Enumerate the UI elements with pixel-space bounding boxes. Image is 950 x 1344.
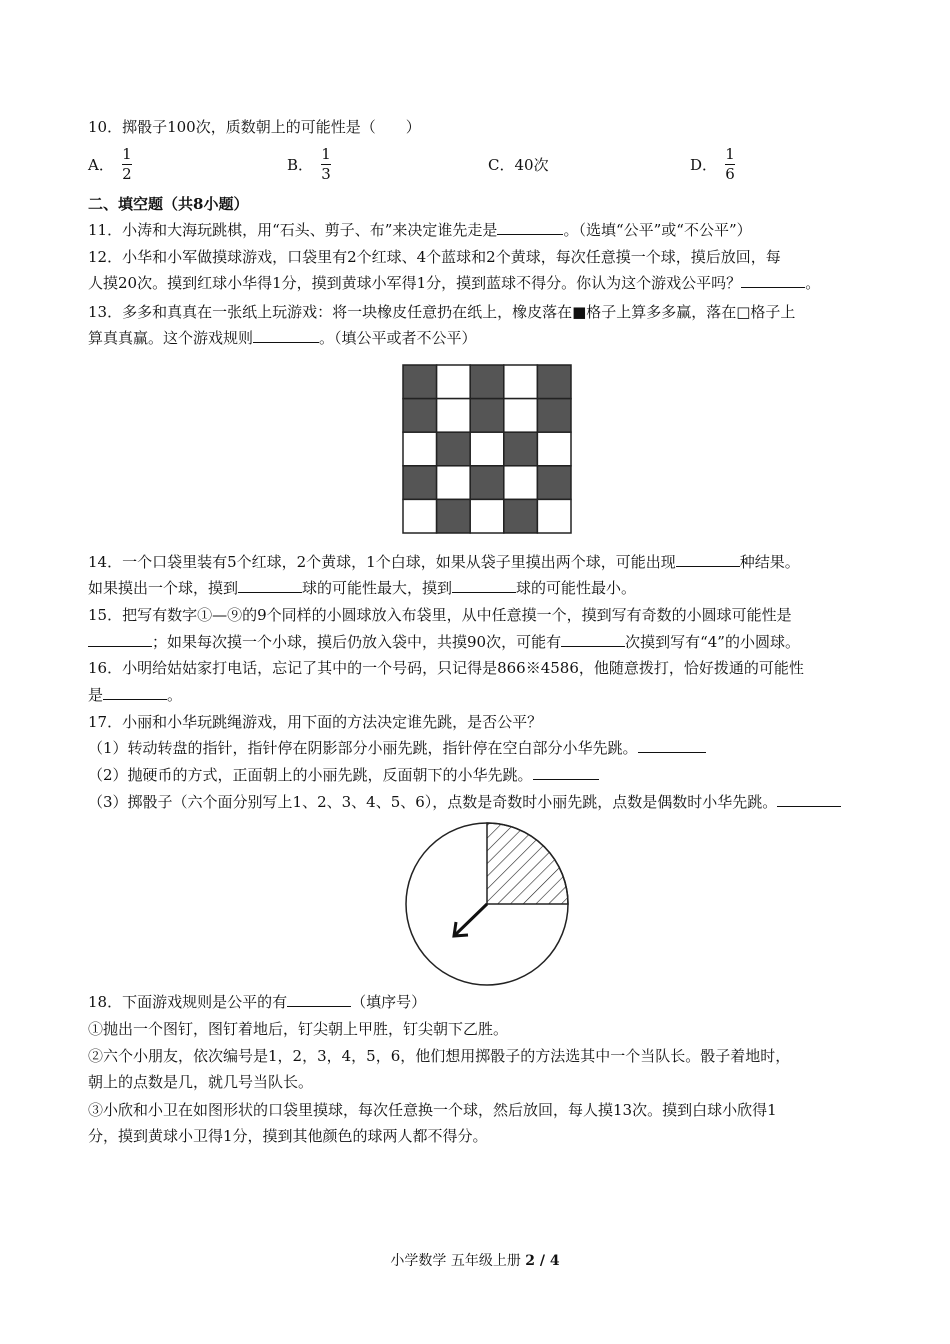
option-label: B． [287,155,314,174]
q14-line1: 14．一个口袋里装有5个红球，2个黄球，1个白球，如果从袋子里摸出两个球，可能出现 种结果。 [88,553,800,571]
q13-line1: 13．多多和真真在一张纸上玩游戏：将一块橡皮任意扔在纸上，橡皮落在■格子上算多多赢，落在□格子上 [88,303,796,321]
grid-cell-dark [537,466,571,500]
answer-blank[interactable] [103,684,167,700]
grid-cell-dark [403,399,437,433]
grid-cell-dark [403,365,437,399]
grid-cell-light [504,365,538,399]
grid-cell-dark [537,365,571,399]
q18-item2-line2: 朝上的点数是几，就几号当队长。 [88,1073,314,1091]
q18-item3-line1: ③小欣和小卫在如图形状的口袋里摸球，每次任意换一个球，然后放回，每人摸13次。摸到白球小欣得1 [88,1101,777,1119]
q15-line2: ；如果每次摸一个小球，摸后仍放入袋中，共摸90次，可能有 次摸到写有“4”的小圆球。 [88,631,878,653]
grid-cell-light [437,365,471,399]
q16-line2: 是 。 [88,686,183,704]
grid-cell-light [437,399,471,433]
q18-item3-line2: 分，摸到黄球小卫得1分，摸到其他颜色的球两人都不得分。 [88,1127,488,1145]
grid-cell-dark [470,466,504,500]
q17-part1: （1）转动转盘的指针，指针停在阴影部分小丽先跳，指针停在空白部分小华先跳。 [88,737,878,759]
q18-stem: 18．下面游戏规则是公平的有 （填序号） [88,993,427,1011]
q10-stem: 10．掷骰子100次，质数朝上的可能性是（ ） [88,118,421,136]
grid-cell-dark [504,499,538,533]
option-label: C．40次 [488,156,549,174]
answer-blank[interactable] [676,551,740,567]
fraction: $\frac{1}{6}$ [725,145,735,183]
q12-line1: 12．小华和小军做摸球游戏，口袋里有2个红球、4个蓝球和2个黄球，每次任意摸一个球，摸后放回，每 [88,248,781,266]
grid-cell-light [504,466,538,500]
answer-blank[interactable] [452,577,516,593]
q13-line2: 算真真赢。这个游戏规则 。（填公平或者不公平） [88,329,477,347]
answer-blank[interactable] [88,631,152,647]
option-label: A． [88,155,114,174]
answer-blank[interactable] [561,631,625,647]
grid-cell-light [403,432,437,466]
answer-blank[interactable] [638,737,706,753]
q17-part2: （2）抛硬币的方式，正面朝上的小丽先跳，反面朝下的小华先跳。 [88,764,878,786]
answer-blank[interactable] [238,577,302,593]
grid-cell-dark [537,399,571,433]
q10-option-b[interactable] [287,145,331,184]
grid-cell-light [437,466,471,500]
grid-cell-dark [470,399,504,433]
grid-cell-dark [437,432,471,466]
grid-cell-dark [504,432,538,466]
q15-line1: 15．把写有数字①—⑨的9个同样的小圆球放入布袋里，从中任意摸一个，摸到写有奇数的小圆球可能性是 [88,606,792,624]
q18-item2-line1: ②六个小朋友，依次编号是1，2，3，4，5，6，他们想用掷骰子的方法选其中一个当队长。骰子着地时， [88,1047,791,1065]
answer-blank[interactable] [777,791,841,807]
q11: 11．小涛和大海玩跳棋，用“石头、剪子、布”来决定谁先走是 。（选填“公平”或“不公平”） [88,221,752,239]
page-footer: 小学数学 五年级上册 2 / 4 [390,1253,560,1269]
grid-cell-light [403,499,437,533]
q17-part3: （3）掷骰子（六个面分别写上1、2、3、4、5、6），点数是奇数时小丽先跳，点数是偶数时小华先跳。 [88,791,878,813]
page-number: 2 / 4 [525,1253,560,1269]
option-label: D． [690,155,718,174]
fraction: $\frac{1}{2}$ [122,145,132,183]
answer-blank[interactable] [287,991,351,1007]
grid-cell-light [537,499,571,533]
grid-cell-dark [437,499,471,533]
grid-cell-light [470,432,504,466]
fraction: $\frac{1}{3}$ [321,145,331,183]
spinner-figure [403,820,573,990]
grid-cell-dark [470,365,504,399]
answer-blank[interactable] [533,764,599,780]
answer-blank[interactable] [253,327,319,343]
answer-blank[interactable] [497,219,563,235]
answer-blank[interactable] [741,272,805,288]
q14-line2: 如果摸出一个球，摸到 球的可能性最大，摸到 球的可能性最小。 [88,579,637,597]
q10-option-c[interactable] [488,155,549,175]
q10-option-a[interactable] [88,145,132,184]
grid-cell-light [537,432,571,466]
q17-stem: 17．小丽和小华玩跳绳游戏，用下面的方法决定谁先跳，是否公平？ [88,713,543,731]
grid-cell-dark [403,466,437,500]
q10-option-d[interactable] [690,145,735,184]
q16-line1: 16．小明给姑姑家打电话，忘记了其中的一个号码，只记得是866※4586，他随意拨打，恰好拨通的可能性 [88,659,804,677]
grid-cell-light [470,499,504,533]
shaded-sector [487,823,568,904]
grid-cell-light [504,399,538,433]
q12-line2: 人摸20次。摸到红球小华得1分，摸到黄球小军得1分，摸到蓝球不得分。你认为这个游戏公平吗？ 。 [88,274,821,292]
section-heading: 二、填空题（共8小题） [88,195,249,213]
checker-grid-figure [401,363,573,535]
q18-item1: ①抛出一个图钉，图钉着地后，钉尖朝上甲胜，钉尖朝下乙胜。 [88,1020,509,1038]
